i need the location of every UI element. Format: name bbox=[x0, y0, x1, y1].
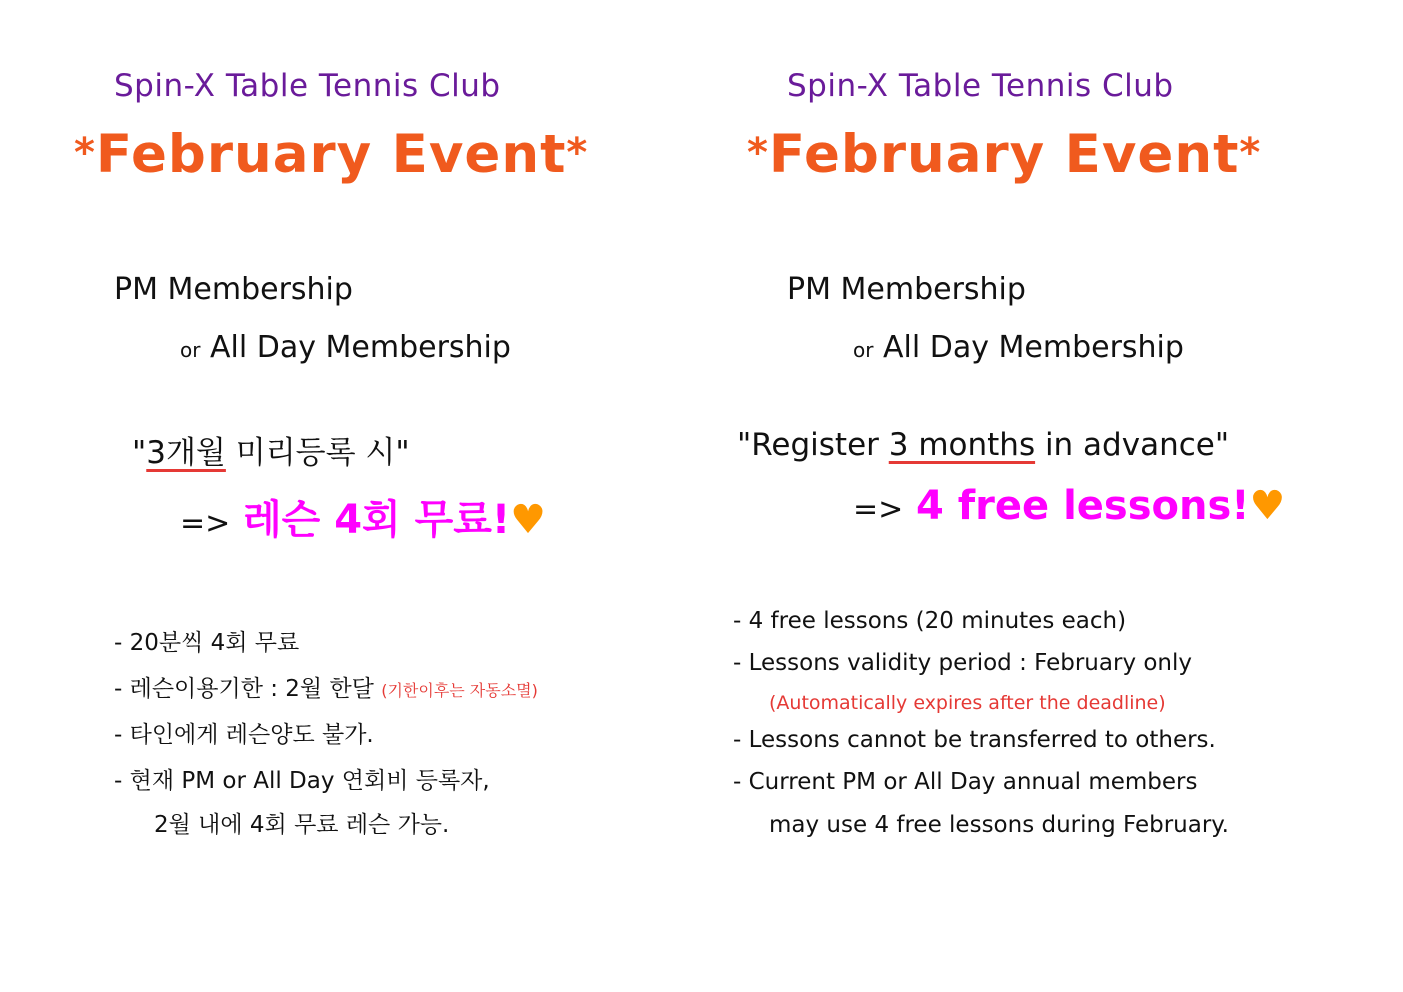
club-name: Spin-X Table Tennis Club bbox=[114, 68, 501, 104]
membership-line-2-text: All Day Membership bbox=[883, 330, 1184, 365]
star-icon: * bbox=[1239, 130, 1262, 176]
or-word: or bbox=[853, 338, 874, 362]
arrow-icon: => bbox=[180, 506, 231, 541]
membership-line-2 bbox=[853, 330, 1184, 365]
star-icon: * bbox=[747, 130, 769, 176]
free-lessons-headline bbox=[853, 483, 1285, 529]
event-title-text: February Event bbox=[95, 124, 567, 185]
membership-line-2-text: All Day Membership bbox=[210, 330, 511, 365]
membership-line-1: PM Membership bbox=[787, 272, 1026, 307]
bullet-item: may use 4 free lessons during February. bbox=[769, 812, 1229, 838]
bullet-item: - 4 free lessons (20 minutes each) bbox=[733, 608, 1127, 634]
club-name: Spin-X Table Tennis Club bbox=[787, 68, 1174, 104]
free-lessons-text: 4 free lessons! bbox=[916, 483, 1250, 529]
promo-underlined: 3개월 bbox=[146, 435, 226, 471]
bullet-item: - Current PM or All Day annual members bbox=[733, 769, 1198, 795]
promo-text bbox=[737, 427, 1229, 463]
membership-line-1: PM Membership bbox=[114, 272, 353, 307]
free-lessons-text: 레슨 4회 무료! bbox=[243, 497, 511, 543]
bullet-item: - 20분씩 4회 무료 bbox=[114, 630, 300, 656]
expiry-note: (기한이후는 자동소멸) bbox=[381, 681, 538, 700]
event-title-text: February Event bbox=[768, 124, 1240, 185]
promo-rest: 미리등록 시 bbox=[225, 435, 396, 471]
star-icon: * bbox=[74, 130, 96, 176]
bullet-item: 2월 내에 4회 무료 레슨 가능. bbox=[154, 812, 450, 838]
korean-flyer bbox=[0, 0, 700, 992]
promo-after: in advance" bbox=[1035, 427, 1230, 463]
english-flyer bbox=[673, 0, 1373, 992]
bullet-text: - 레슨이용기한 : 2월 한달 bbox=[114, 676, 374, 702]
expiry-note: (Automatically expires after the deadline) bbox=[769, 692, 1166, 714]
quote-close: " bbox=[395, 435, 410, 471]
heart-icon: ♥ bbox=[510, 497, 546, 543]
promo-before: "Register bbox=[737, 427, 889, 463]
bullet-item: - 타인에게 레슨양도 불가. bbox=[114, 722, 374, 748]
free-lessons-headline bbox=[180, 488, 546, 545]
arrow-icon: => bbox=[853, 492, 904, 527]
heart-icon: ♥ bbox=[1249, 483, 1286, 529]
or-word: or bbox=[180, 338, 201, 362]
event-title bbox=[747, 124, 1261, 185]
promo-underlined: 3 months bbox=[888, 427, 1036, 463]
membership-line-2 bbox=[180, 330, 511, 365]
star-icon: * bbox=[566, 130, 589, 176]
bullet-item: - 현재 PM or All Day 연회비 등록자, bbox=[114, 768, 490, 794]
bullet-item: - Lessons validity period : February only bbox=[733, 650, 1193, 676]
quote-open: " bbox=[132, 435, 147, 471]
event-title bbox=[74, 124, 588, 185]
bullet-item: - Lessons cannot be transferred to others. bbox=[733, 727, 1216, 753]
promo-text bbox=[132, 427, 410, 472]
bullet-item bbox=[114, 670, 538, 703]
